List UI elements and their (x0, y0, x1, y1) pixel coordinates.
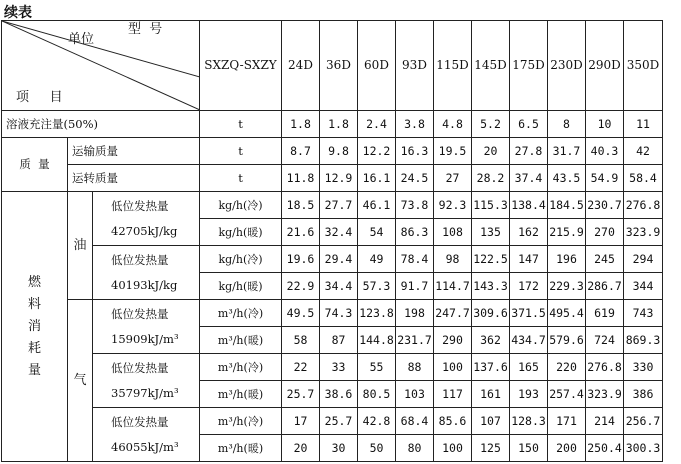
gas-cold-consumption-value: 25.7 (320, 408, 358, 435)
gas-cold-consumption-value: 100 (434, 354, 472, 381)
gas-fuel-label: 气 (68, 300, 93, 462)
solution-charge-value: 11 (624, 111, 663, 138)
gas-cold-consumption-value: 55 (358, 354, 396, 381)
model-header-93D: 93D (396, 21, 434, 111)
heat-value-label: 低位发热量 (111, 198, 169, 213)
oil-warm-consumption-value: 114.7 (434, 273, 472, 300)
gas-warm-consumption-value: 150 (510, 435, 548, 462)
unit-cell: kg/h(暖) (200, 273, 282, 300)
oil-cold-consumption-value: 78.4 (396, 246, 434, 273)
gas-warm-consumption-value: 231.7 (396, 327, 434, 354)
solution-charge-value: 6.5 (510, 111, 548, 138)
gas-cold-consumption-value: 743 (624, 300, 663, 327)
gas-cold-consumption-value: 309.6 (472, 300, 510, 327)
operating-mass-value: 11.8 (282, 165, 320, 192)
gas-warm-consumption-value: 30 (320, 435, 358, 462)
table-row (2, 354, 663, 381)
fuel-consumption-char: 量 (27, 362, 41, 378)
gas-cold-consumption-value: 128.3 (510, 408, 548, 435)
gas-cold-consumption-value: 165 (510, 354, 548, 381)
model-header-115D: 115D (434, 21, 472, 111)
model-header-230D: 230D (548, 21, 586, 111)
gas-cold-consumption-value: 276.8 (586, 354, 624, 381)
oil-warm-consumption-value: 91.7 (396, 273, 434, 300)
heat-value: 35797kJ/m³ (111, 385, 179, 400)
transport-mass-value: 40.3 (586, 138, 624, 165)
gas-warm-consumption-value: 362 (472, 327, 510, 354)
table-row (2, 408, 663, 435)
model-series-header: SXZQ-SXZY (200, 21, 282, 111)
gas-cold-consumption-value: 198 (396, 300, 434, 327)
oil-cold-consumption-value: 294 (624, 246, 663, 273)
gas-warm-consumption-value: 38.6 (320, 381, 358, 408)
heat-value-cell (93, 354, 200, 408)
gas-warm-consumption-value: 80.5 (358, 381, 396, 408)
gas-warm-consumption-value: 20 (282, 435, 320, 462)
gas-warm-consumption-value: 434.7 (510, 327, 548, 354)
heat-value-cell (93, 300, 200, 354)
heat-value: 15909kJ/m³ (111, 331, 179, 346)
gas-warm-consumption-value: 579.6 (548, 327, 586, 354)
heat-value: 40193kJ/kg (111, 277, 178, 292)
solution-charge-value: 1.8 (282, 111, 320, 138)
oil-cold-consumption-value: 147 (510, 246, 548, 273)
oil-cold-consumption-value: 73.8 (396, 192, 434, 219)
heat-value-label: 低位发热量 (111, 252, 169, 267)
unit-cell: t (200, 111, 282, 138)
oil-warm-consumption-value: 21.6 (282, 219, 320, 246)
gas-cold-consumption-value: 74.3 (320, 300, 358, 327)
gas-warm-consumption-value: 200 (548, 435, 586, 462)
gas-cold-consumption-value: 17 (282, 408, 320, 435)
oil-cold-consumption-value: 196 (548, 246, 586, 273)
operating-mass-value: 54.9 (586, 165, 624, 192)
transport-mass-value: 20 (472, 138, 510, 165)
gas-warm-consumption-value: 323.9 (586, 381, 624, 408)
gas-cold-consumption-value: 371.5 (510, 300, 548, 327)
table-row (2, 165, 663, 192)
unit-cell: m³/h(冷) (200, 300, 282, 327)
solution-charge-value: 5.2 (472, 111, 510, 138)
diagonal-header-cell (2, 21, 200, 111)
header-row (2, 21, 663, 111)
oil-warm-consumption-value: 135 (472, 219, 510, 246)
heat-value-label: 低位发热量 (111, 306, 169, 321)
fuel-consumption-char: 消 (27, 318, 41, 334)
gas-warm-consumption-value: 103 (396, 381, 434, 408)
mass-group-label: 质 量 (2, 138, 68, 192)
oil-warm-consumption-value: 86.3 (396, 219, 434, 246)
solution-charge-value: 10 (586, 111, 624, 138)
oil-cold-consumption-value: 27.7 (320, 192, 358, 219)
model-header-145D: 145D (472, 21, 510, 111)
gas-warm-consumption-value: 290 (434, 327, 472, 354)
gas-warm-consumption-value: 80 (396, 435, 434, 462)
operating-mass-value: 27 (434, 165, 472, 192)
heat-value: 42705kJ/kg (111, 223, 178, 238)
gas-warm-consumption-value: 50 (358, 435, 396, 462)
gas-warm-consumption-value: 193 (510, 381, 548, 408)
gas-warm-consumption-value: 100 (434, 435, 472, 462)
gas-cold-consumption-value: 220 (548, 354, 586, 381)
unit-cell: t (200, 165, 282, 192)
unit-cell: kg/h(冷) (200, 246, 282, 273)
transport-mass-value: 27.8 (510, 138, 548, 165)
oil-warm-consumption-value: 323.9 (624, 219, 663, 246)
transport-mass-value: 31.7 (548, 138, 586, 165)
solution-charge-value: 3.8 (396, 111, 434, 138)
oil-cold-consumption-value: 122.5 (472, 246, 510, 273)
gas-cold-consumption-value: 68.4 (396, 408, 434, 435)
operating-mass-value: 16.1 (358, 165, 396, 192)
transport-mass-value: 8.7 (282, 138, 320, 165)
gas-cold-consumption-value: 85.6 (434, 408, 472, 435)
gas-warm-consumption-value: 87 (320, 327, 358, 354)
oil-cold-consumption-value: 18.5 (282, 192, 320, 219)
unit-cell: kg/h(冷) (200, 192, 282, 219)
gas-cold-consumption-value: 107 (472, 408, 510, 435)
fuel-consumption-group-label (2, 192, 68, 462)
oil-warm-consumption-value: 32.4 (320, 219, 358, 246)
operating-mass-value: 24.5 (396, 165, 434, 192)
model-header-350D: 350D (624, 21, 663, 111)
fuel-consumption-char: 燃 (27, 274, 41, 290)
heat-value-cell (93, 192, 200, 246)
oil-warm-consumption-value: 344 (624, 273, 663, 300)
gas-warm-consumption-value: 250.4 (586, 435, 624, 462)
gas-warm-consumption-value: 257.4 (548, 381, 586, 408)
solution-charge-value: 4.8 (434, 111, 472, 138)
oil-warm-consumption-value: 54 (358, 219, 396, 246)
item-corner-label: 项 目 (16, 90, 63, 105)
unit-cell: m³/h(暖) (200, 381, 282, 408)
gas-cold-consumption-value: 137.6 (472, 354, 510, 381)
oil-cold-consumption-value: 245 (586, 246, 624, 273)
unit-cell: kg/h(暖) (200, 219, 282, 246)
gas-cold-consumption-value: 49.5 (282, 300, 320, 327)
operating-mass-value: 12.9 (320, 165, 358, 192)
oil-cold-consumption-value: 98 (434, 246, 472, 273)
heat-value-cell (93, 408, 200, 462)
oil-warm-consumption-value: 286.7 (586, 273, 624, 300)
transport-mass-label: 运输质量 (68, 138, 200, 165)
oil-warm-consumption-value: 162 (510, 219, 548, 246)
gas-cold-consumption-value: 619 (586, 300, 624, 327)
unit-cell: t (200, 138, 282, 165)
oil-warm-consumption-value: 215.9 (548, 219, 586, 246)
gas-warm-consumption-value: 144.8 (358, 327, 396, 354)
gas-warm-consumption-value: 300.3 (624, 435, 663, 462)
transport-mass-value: 9.8 (320, 138, 358, 165)
oil-warm-consumption-value: 143.3 (472, 273, 510, 300)
oil-warm-consumption-value: 229.3 (548, 273, 586, 300)
oil-cold-consumption-value: 115.3 (472, 192, 510, 219)
table-row (2, 300, 663, 327)
oil-warm-consumption-value: 172 (510, 273, 548, 300)
oil-cold-consumption-value: 230.7 (586, 192, 624, 219)
fuel-consumption-char: 料 (27, 296, 41, 312)
gas-cold-consumption-value: 330 (624, 354, 663, 381)
oil-warm-consumption-value: 34.4 (320, 273, 358, 300)
oil-fuel-label: 油 (68, 192, 93, 300)
transport-mass-value: 12.2 (358, 138, 396, 165)
table-row (2, 111, 663, 138)
solution-charge-value: 1.8 (320, 111, 358, 138)
gas-cold-consumption-value: 88 (396, 354, 434, 381)
operating-mass-label: 运转质量 (68, 165, 200, 192)
gas-warm-consumption-value: 724 (586, 327, 624, 354)
operating-mass-value: 37.4 (510, 165, 548, 192)
unit-cell: m³/h(暖) (200, 435, 282, 462)
operating-mass-value: 58.4 (624, 165, 663, 192)
transport-mass-value: 19.5 (434, 138, 472, 165)
model-header-36D: 36D (320, 21, 358, 111)
gas-warm-consumption-value: 117 (434, 381, 472, 408)
unit-cell: m³/h(冷) (200, 354, 282, 381)
fuel-consumption-char: 耗 (27, 340, 41, 356)
oil-cold-consumption-value: 92.3 (434, 192, 472, 219)
oil-cold-consumption-value: 19.6 (282, 246, 320, 273)
oil-warm-consumption-value: 57.3 (358, 273, 396, 300)
model-header-290D: 290D (586, 21, 624, 111)
heat-value: 46055kJ/m³ (111, 439, 179, 454)
oil-cold-consumption-value: 46.1 (358, 192, 396, 219)
gas-warm-consumption-value: 25.7 (282, 381, 320, 408)
gas-cold-consumption-value: 256.7 (624, 408, 663, 435)
operating-mass-value: 43.5 (548, 165, 586, 192)
solution-charge-value: 2.4 (358, 111, 396, 138)
spec-table (1, 20, 663, 462)
oil-warm-consumption-value: 270 (586, 219, 624, 246)
oil-warm-consumption-value: 108 (434, 219, 472, 246)
table-row (2, 192, 663, 219)
operating-mass-value: 28.2 (472, 165, 510, 192)
gas-cold-consumption-value: 22 (282, 354, 320, 381)
heat-value-label: 低位发热量 (111, 360, 169, 375)
gas-warm-consumption-value: 386 (624, 381, 663, 408)
transport-mass-value: 16.3 (396, 138, 434, 165)
gas-cold-consumption-value: 247.7 (434, 300, 472, 327)
oil-cold-consumption-value: 138.4 (510, 192, 548, 219)
model-header-175D: 175D (510, 21, 548, 111)
model-header-24D: 24D (282, 21, 320, 111)
table-row (2, 138, 663, 165)
gas-cold-consumption-value: 42.8 (358, 408, 396, 435)
gas-cold-consumption-value: 495.4 (548, 300, 586, 327)
transport-mass-value: 42 (624, 138, 663, 165)
oil-warm-consumption-value: 22.9 (282, 273, 320, 300)
model-header-60D: 60D (358, 21, 396, 111)
table-caption: 续表 (4, 5, 32, 21)
gas-cold-consumption-value: 214 (586, 408, 624, 435)
unit-cell: m³/h(冷) (200, 408, 282, 435)
solution-charge-label: 溶液充注量(50%) (2, 111, 200, 138)
gas-cold-consumption-value: 171 (548, 408, 586, 435)
unit-cell: m³/h(暖) (200, 327, 282, 354)
gas-warm-consumption-value: 161 (472, 381, 510, 408)
table-row (2, 246, 663, 273)
gas-warm-consumption-value: 58 (282, 327, 320, 354)
oil-cold-consumption-value: 49 (358, 246, 396, 273)
heat-value-cell (93, 246, 200, 300)
heat-value-label: 低位发热量 (111, 414, 169, 429)
oil-cold-consumption-value: 184.5 (548, 192, 586, 219)
gas-warm-consumption-value: 869.3 (624, 327, 663, 354)
gas-cold-consumption-value: 123.8 (358, 300, 396, 327)
solution-charge-value: 8 (548, 111, 586, 138)
model-corner-label: 型 号 (128, 22, 163, 37)
gas-warm-consumption-value: 125 (472, 435, 510, 462)
oil-cold-consumption-value: 29.4 (320, 246, 358, 273)
gas-cold-consumption-value: 33 (320, 354, 358, 381)
oil-cold-consumption-value: 276.8 (624, 192, 663, 219)
unit-corner-label: 单位 (68, 32, 95, 47)
